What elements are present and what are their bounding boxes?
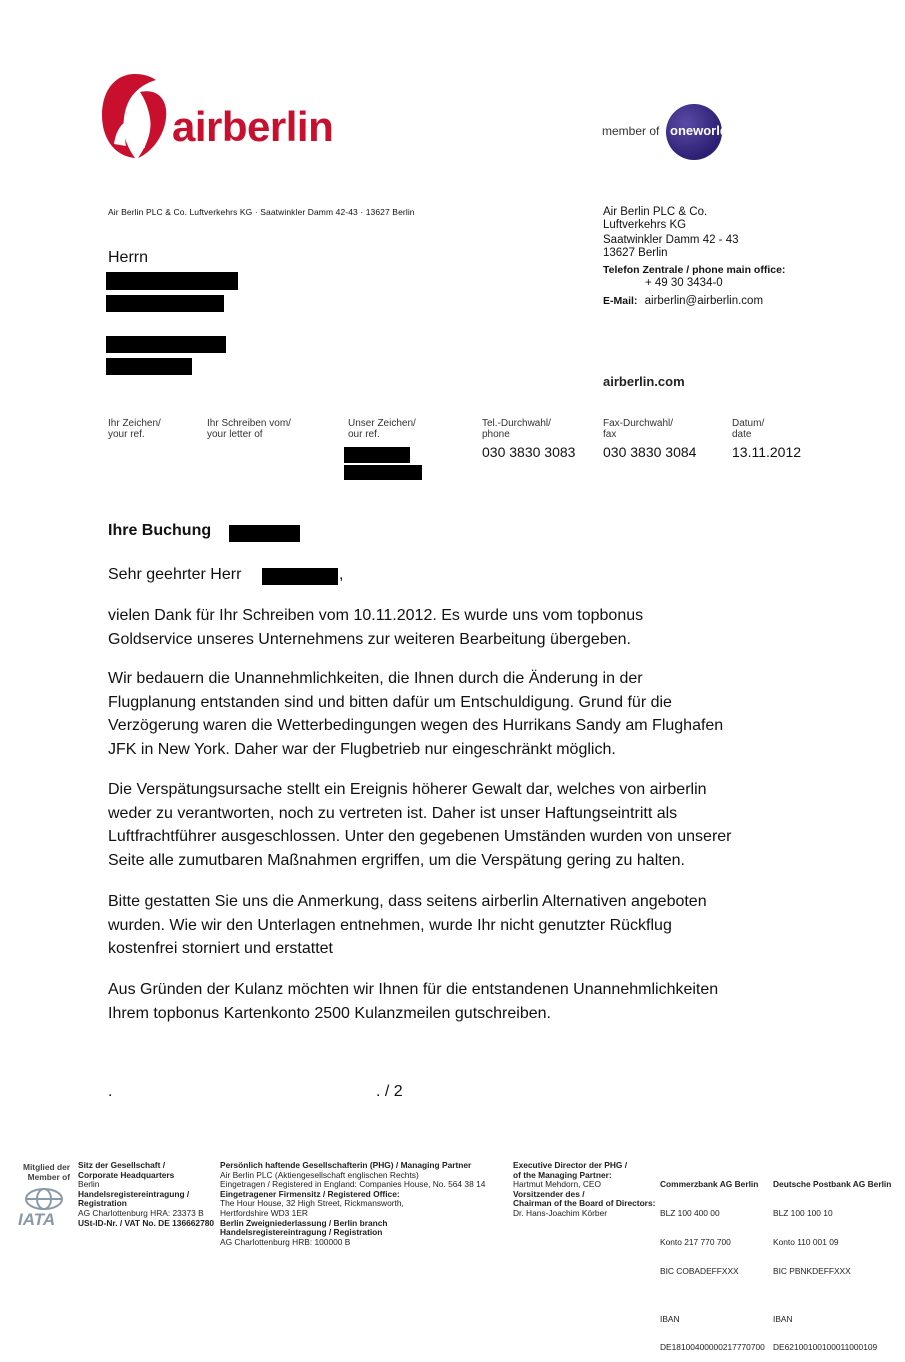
footer-line: DE18100400000217770700	[660, 1342, 765, 1353]
sender-line: Air Berlin PLC & Co. Luftverkehrs KG · Saatwinkler Damm 42-43 · 13627 Berlin	[108, 207, 415, 217]
footer-line: Handelsregistereintragung / Registration	[220, 1227, 383, 1238]
footer-line: Commerzbank AG Berlin	[660, 1179, 759, 1190]
letter-paragraph-4: Bitte gestatten Sie uns die Anmerkung, dass seitens airberlin Alternativen angeboten wurden. Wie wir den Unterlagen entnehmen, wurde Ihr nicht genutzter Rückflug kostenfrei storniert und erstattet	[108, 893, 707, 957]
letter-subject: Ihre Buchung	[108, 522, 212, 539]
letter-paragraph-3: Die Verspätungsursache stellt ein Ereignis höherer Gewalt dar, welches von airberlin weder zu verantworten, noch zu vertreten ist. Daher ist unser Haftungseintritt als Luftfrachtführer ausgeschlossen. Unter den gegebenen Umständen wurden von unserer Seite alle zumutbaren Maßnahmen ergriffen, um die Verspätung gering zu halten.	[108, 781, 732, 869]
website-link[interactable]: airberlin.com	[603, 374, 685, 389]
ref-tel-value: 030 3830 3083	[482, 444, 576, 460]
ref-ihr-zeichen: Ihr Zeichen/ your ref.	[108, 418, 161, 440]
footer-line: Konto 217 770 700	[660, 1236, 731, 1247]
page-dot: .	[108, 1083, 113, 1100]
footer-line: Air Berlin PLC (Aktiengesellschaft englischen Rechts)	[220, 1169, 419, 1180]
airberlin-logo	[100, 70, 340, 165]
phone-value: + 49 30 3434-0	[645, 277, 723, 289]
iata-text: IATA	[18, 1210, 56, 1229]
footer-line: Konto 110 001 09	[773, 1236, 839, 1247]
footer-line: Deutsche Postbank AG Berlin	[773, 1179, 892, 1190]
redacted-our-ref-1	[344, 447, 410, 463]
footer-line: Vorsitzender des /	[513, 1188, 585, 1199]
redacted-greeting-name	[262, 568, 338, 585]
footer-line: Hertfordshire WD3 1ER	[220, 1207, 308, 1218]
redacted-recipient-name	[106, 272, 238, 290]
footer-line: Berlin Zweigniederlassung / Berlin branch	[220, 1217, 388, 1228]
footer-col-1	[78, 1161, 214, 1228]
footer-line: IBAN	[773, 1313, 793, 1324]
ref-tel-label: Tel.-Durchwahl/ phone	[482, 418, 551, 440]
footer-line: Berlin	[78, 1179, 100, 1190]
recipient-salutation: Herrn	[108, 249, 149, 266]
footer-line: Sitz der Gesellschaft /	[78, 1160, 166, 1170]
ref-date-value: 13.11.2012	[732, 444, 802, 460]
address-line-3: Saatwinkler Damm 42 - 43	[603, 234, 739, 246]
airberlin-wordmark: airberlin	[172, 103, 334, 150]
iata-globe-icon	[24, 1188, 64, 1210]
footer-col-3	[513, 1161, 655, 1219]
company-address	[603, 206, 785, 308]
letter-paragraph-1: vielen Dank für Ihr Schreiben vom 10.11.2012. Es wurde uns vom topbonus Goldservice unseres Unternehmens zur weiteren Bearbeitung übergeben.	[108, 607, 644, 648]
footer-line: Dr. Hans-Joachim Körber	[513, 1207, 608, 1218]
redacted-recipient-zip	[106, 336, 226, 353]
footer-line: DE62100100100011000109	[773, 1342, 878, 1353]
letter-paragraph-2: Wir bedauern die Unannehmlichkeiten, die Ihnen durch die Änderung in der Flugplanung entstanden sind und bitten dafür um Entschuldigung. Grund für die Verzögerung waren die Wetterbedingungen wegen des Hurrikans Sandy am Flughafen JFK in New York. Daher war der Flugbetrieb nur eingeschränkt möglich.	[108, 670, 724, 758]
footer-line: Eingetragener Firmensitz / Registered Office:	[220, 1188, 400, 1199]
airberlin-logo-mark	[100, 70, 170, 162]
footer-col-5	[773, 1161, 891, 1362]
oneworld-badge	[600, 104, 730, 162]
footer-line: BIC COBADEFFXXX	[660, 1265, 739, 1276]
address-line-2: Luftverkehrs KG	[603, 219, 687, 231]
ref-fax-value: 030 3830 3084	[603, 444, 697, 460]
email-value[interactable]: airberlin@airberlin.com	[644, 295, 764, 307]
footer-line: Executive Director der PHG /	[513, 1160, 628, 1170]
footer-col-2	[220, 1161, 485, 1247]
footer-line: The Hour House, 32 High Street, Rickmansworth,	[220, 1198, 404, 1209]
ref-unser-zeichen: Unser Zeichen/ our ref.	[348, 418, 416, 440]
footer-line: Handelsregistereintragung /	[78, 1188, 190, 1199]
greeting-comma: ,	[339, 566, 344, 583]
phone-label: Telefon Zentrale / phone main office:	[603, 264, 786, 276]
footer-line: Hartmut Mehdorn, CEO	[513, 1179, 601, 1190]
footer-line: USt-ID-Nr. / VAT No. DE 136662780	[78, 1217, 215, 1228]
footer-line: Corporate Headquarters	[78, 1169, 175, 1180]
letter-paragraph-5: Aus Gründen der Kulanz möchten wir Ihnen für die entstandenen Unannehmlichkeiten Ihrem topbonus Kartenkonto 2500 Kulanzmeilen gutschreiben.	[108, 981, 719, 1022]
address-line-4: 13627 Berlin	[603, 247, 668, 259]
footer-line: Persönlich haftende Gesellschafterin (PHG) / Managing Partner	[220, 1160, 472, 1170]
footer-line: AG Charlottenburg HRA: 23373 B	[78, 1207, 204, 1218]
footer-line: IBAN	[660, 1313, 680, 1324]
footer-line: BLZ 100 100 10	[773, 1207, 833, 1218]
iata-member-label: Mitglied der Member of	[23, 1162, 70, 1182]
iata-logo	[16, 1188, 72, 1230]
ref-ihr-schreiben: Ihr Schreiben vom/ your letter of	[207, 418, 291, 440]
redacted-booking-number	[229, 525, 300, 542]
footer-line: BIC PBNKDEFFXXX	[773, 1265, 851, 1276]
footer-col-4	[660, 1161, 765, 1362]
ref-fax-label: Fax-Durchwahl/ fax	[603, 418, 674, 440]
redacted-our-ref-2	[344, 465, 422, 480]
footer-line: AG Charlottenburg HRB: 100000 B	[220, 1236, 351, 1247]
email-row	[603, 295, 785, 308]
redacted-recipient-city	[106, 358, 192, 375]
footer-line: Chairman of the Board of Directors:	[513, 1198, 656, 1209]
footer-line: Registration	[78, 1198, 127, 1209]
footer-line: of the Managing Partner:	[513, 1169, 612, 1180]
letter-greeting: Sehr geehrter Herr	[108, 566, 242, 583]
footer-line: Eingetragen / Registered in England: Companies House, No. 564 38 14	[220, 1179, 486, 1190]
oneworld-text: oneworld	[670, 123, 728, 138]
page-next: . / 2	[376, 1083, 403, 1100]
ref-date-label: Datum/ date	[732, 418, 765, 440]
footer-line: BLZ 100 400 00	[660, 1207, 720, 1218]
address-line-1: Air Berlin PLC & Co.	[603, 206, 708, 218]
email-label: E-Mail:	[603, 295, 638, 307]
redacted-recipient-street	[106, 295, 224, 312]
oneworld-prefix: member of	[602, 124, 660, 138]
